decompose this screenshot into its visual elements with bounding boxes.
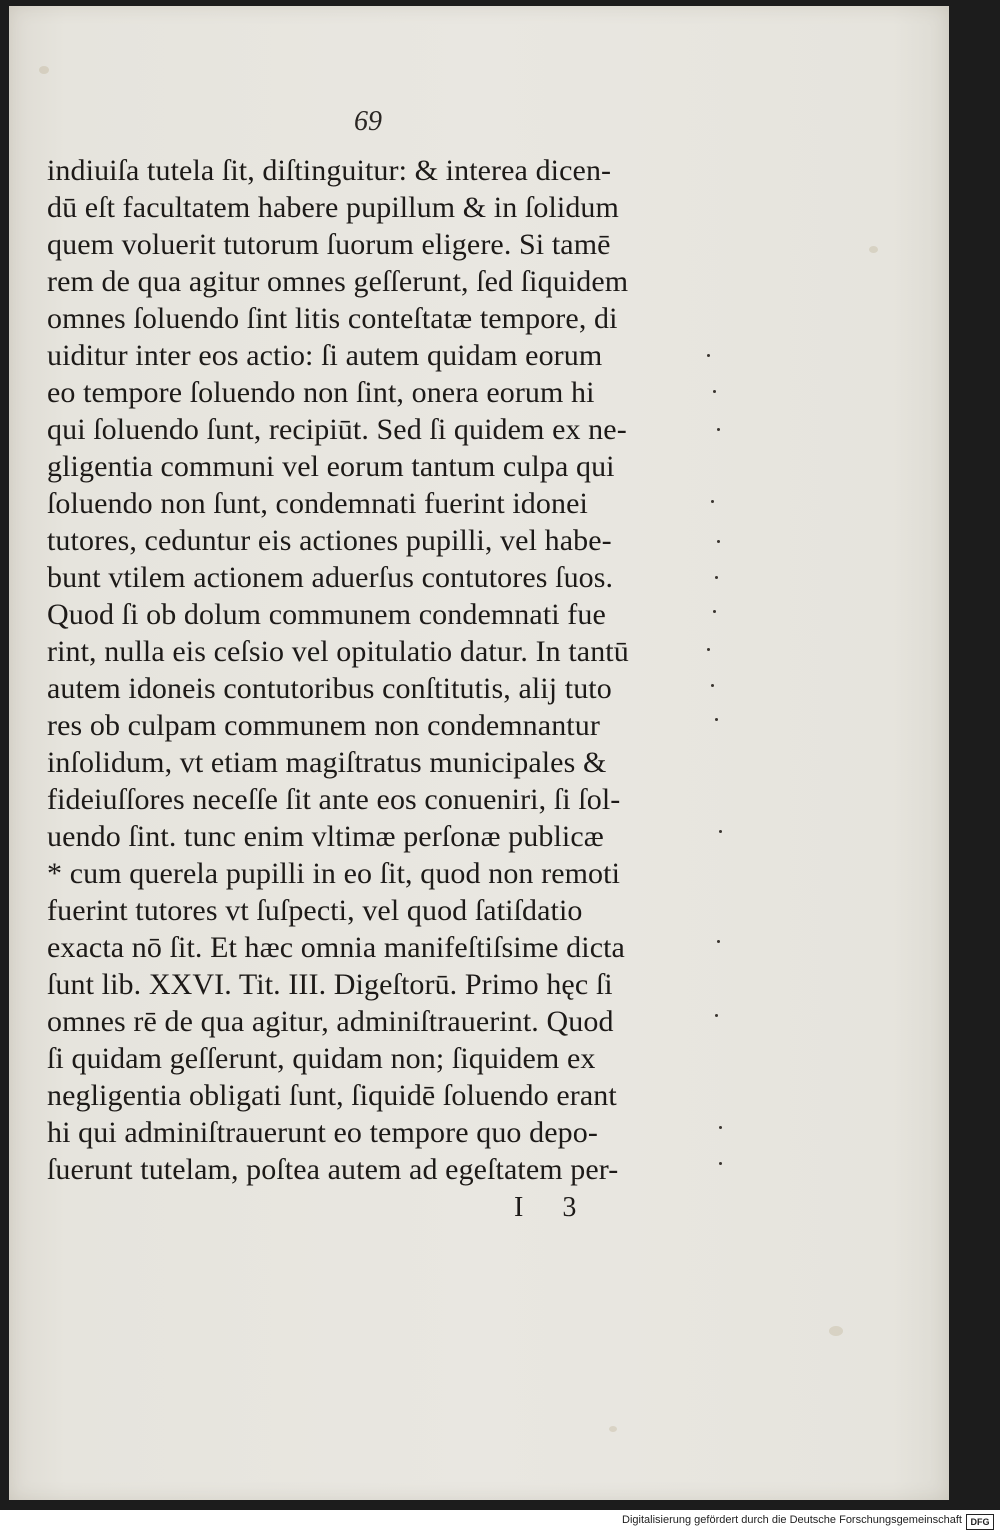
paper-spot (609, 1426, 617, 1432)
text-line: fideiuſſores neceſſe ſit ante eos conueniri, ſi ſol- (47, 783, 621, 816)
text-line: uendo ſint. tunc enim vltimæ perſonæ publicæ (47, 820, 604, 853)
text-line: ſi quidam geſſerunt, quidam non; ſiquidem ex (47, 1042, 596, 1075)
text-line: Quod ſi ob dolum communem condemnati fue (47, 598, 606, 631)
text-line: omnes rē de qua agitur, adminiſtrauerint. Quod (47, 1005, 614, 1038)
text-line: ſuerunt tutelam, poſtea autem ad egeſtatem per- (47, 1153, 619, 1186)
text-line: negligentia obligati ſunt, ſiquidē ſoluendo erant (47, 1079, 617, 1112)
text-line: fuerint tutores vt ſuſpecti, vel quod ſatiſdatio (47, 894, 583, 927)
text-line: dū eſt facultatem habere pupillum & in ſolidum (47, 191, 619, 224)
text-line: * cum querela pupilli in eo ſit, quod non remoti (47, 857, 621, 890)
text-line: exacta nō ſit. Et hæc omnia manifeſtiſsime dicta (47, 931, 625, 964)
text-line: autem idoneis contutoribus conſtitutis, alij tuto (47, 672, 612, 705)
footer-credit: Digitalisierung gefördert durch die Deutsche Forschungsgemeinschaft (622, 1514, 962, 1526)
text-line: rem de qua agitur omnes geſſerunt, ſed ſiquidem (47, 265, 629, 298)
margin-dot (711, 684, 714, 687)
text-line: gligentia communi vel eorum tantum culpa qui (47, 450, 615, 483)
text-line: indiuiſa tutela ſit, diſtinguitur: & interea dicen- (47, 154, 612, 187)
paper-spot (829, 1326, 843, 1336)
text-block (47, 152, 727, 1188)
text-line: qui ſoluendo ſunt, recipiūt. Sed ſi quidem ex ne- (47, 413, 627, 446)
text-line: bunt vtilem actionem aduerſus contutores ſuos. (47, 561, 614, 594)
text-line: tutores, ceduntur eis actiones pupilli, vel habe- (47, 524, 612, 557)
footer-bar (0, 1510, 1000, 1532)
folio-number: 69 (354, 106, 382, 137)
margin-dot (717, 540, 720, 543)
signature-mark: I 3 (514, 1192, 593, 1223)
margin-dot (713, 610, 716, 613)
margin-dot (715, 1014, 718, 1017)
text-line: ſoluendo non ſunt, condemnati fuerint idonei (47, 487, 588, 520)
margin-dot (715, 576, 718, 579)
text-line: uiditur inter eos actio: ſi autem quidam eorum (47, 339, 603, 372)
margin-dot (715, 718, 718, 721)
text-line: ſunt lib. XXVI. Tit. III. Digeſtorū. Primo hęc ſi (47, 968, 613, 1001)
margin-dot (711, 500, 714, 503)
text-line: hi qui adminiſtrauerunt eo tempore quo depo- (47, 1116, 598, 1149)
margin-dot (717, 428, 720, 431)
dfg-logo: DFG (966, 1514, 994, 1530)
text-line: omnes ſoluendo ſint litis conteſtatæ tempore, di (47, 302, 618, 335)
margin-dot (713, 390, 716, 393)
margin-dot (717, 940, 720, 943)
margin-dot (719, 830, 722, 833)
margin-dot (707, 354, 710, 357)
text-line: eo tempore ſoluendo non ſint, onera eorum hi (47, 376, 595, 409)
margin-dot (707, 648, 710, 651)
text-line: inſolidum, vt etiam magiſtratus municipales & (47, 746, 607, 779)
paper-spot (869, 246, 878, 253)
margin-marks (705, 340, 725, 1180)
margin-dot (719, 1162, 722, 1165)
margin-dot (719, 1126, 722, 1129)
text-line: quem voluerit tutorum ſuorum eligere. Si tamē (47, 228, 611, 261)
text-line: res ob culpam communem non condemnantur (47, 709, 600, 742)
text-line: rint, nulla eis ceſsio vel opitulatio datur. In tantū (47, 635, 629, 668)
paper-spot (39, 66, 49, 74)
